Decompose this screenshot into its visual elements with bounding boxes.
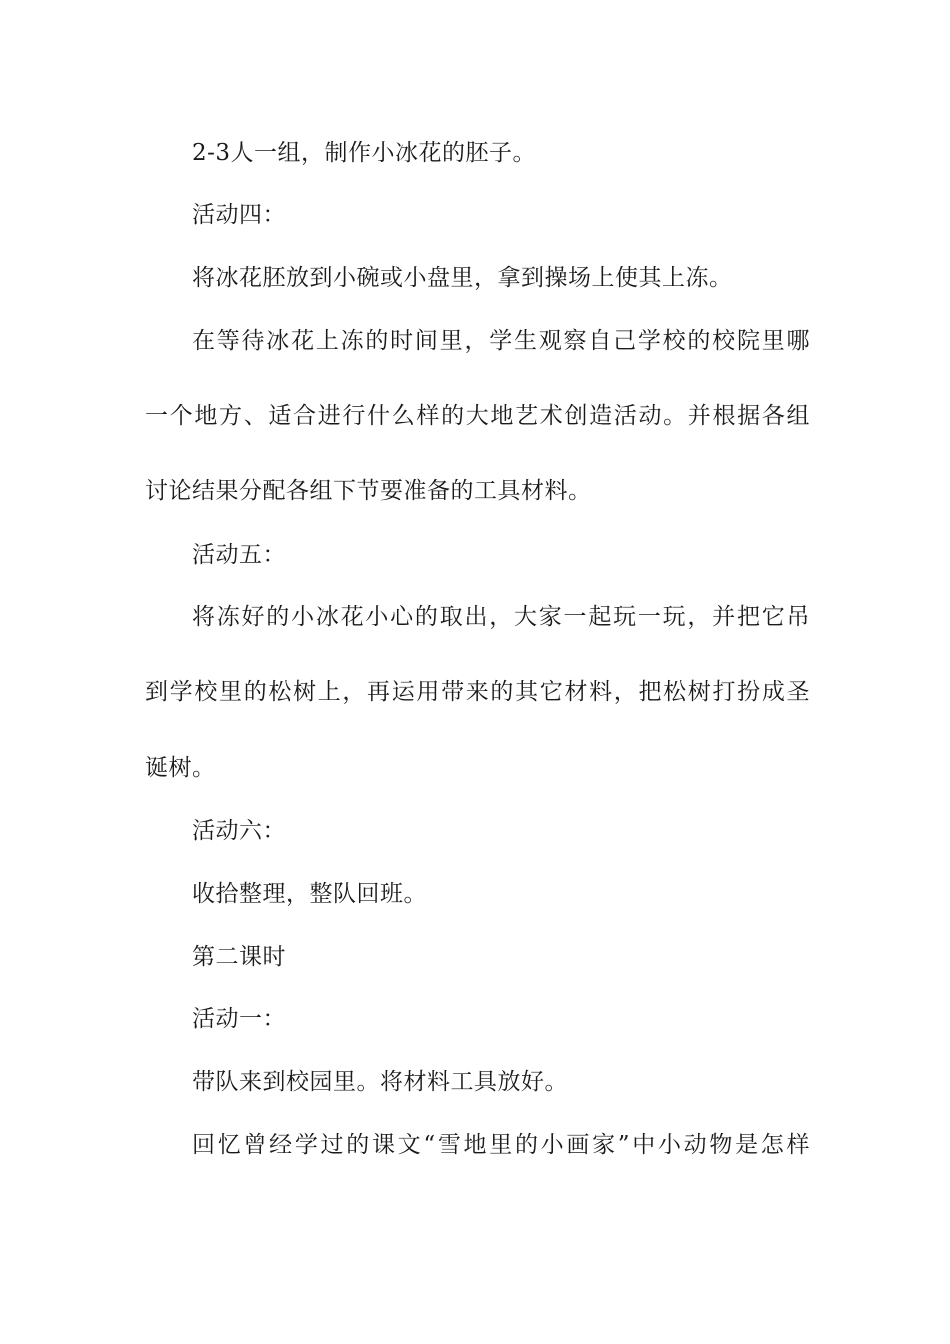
paragraph-recall-line-1: 回忆曾经学过的课文“雪地里的小画家”中小动物是怎样 — [192, 1132, 810, 1158]
paragraph-hang-line-2: 到学校里的松树上，再运用带来的其它材料，把松树打扮成圣 — [145, 679, 810, 705]
paragraph-observe-line-2: 一个地方、适合进行什么样的大地艺术创造活动。并根据各组 — [145, 403, 810, 429]
paragraph-hang-line-1: 将冻好的小冰花小心的取出，大家一起玩一玩，并把它吊 — [192, 604, 810, 630]
paragraph-freeze-step: 将冰花胚放到小碗或小盘里，拿到操场上使其上冻。 — [192, 265, 733, 291]
heading-activity-6: 活动六： — [192, 818, 286, 844]
heading-second-lesson: 第二课时 — [192, 944, 286, 970]
paragraph-observe-line-1: 在等待冰花上冻的时间里，学生观察自己学校的校院里哪 — [192, 328, 810, 354]
paragraph-cleanup: 收拾整理，整队回班。 — [192, 881, 427, 907]
heading-activity-1: 活动一： — [192, 1006, 286, 1032]
paragraph-lead-to-campus: 带队来到校园里。将材料工具放好。 — [192, 1069, 568, 1095]
heading-activity-4: 活动四： — [192, 202, 286, 228]
heading-activity-5: 活动五： — [192, 542, 286, 568]
paragraph-observe-line-3: 讨论结果分配各组下节要准备的工具材料。 — [145, 478, 592, 504]
paragraph-group-task: 2-3人一组，制作小冰花的胚子。 — [192, 140, 537, 166]
paragraph-hang-line-3: 诞树。 — [145, 755, 216, 781]
